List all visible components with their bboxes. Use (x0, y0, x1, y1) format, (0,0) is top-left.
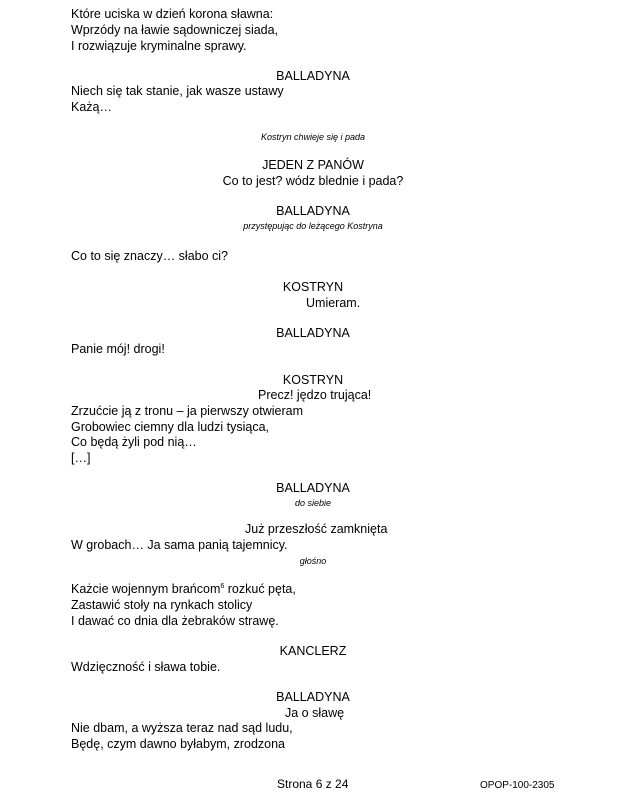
speaker-name: BALLADYNA (276, 69, 350, 83)
verse-line: Które uciska w dzień korona sławna: (71, 7, 274, 21)
speaker-name: BALLADYNA (276, 326, 350, 340)
verse-line: I dawać co dnia dla żebraków strawę. (71, 614, 279, 628)
verse-line: Wprzódy na ławie sądowniczej siada, (71, 23, 279, 37)
verse-line: Będę, czym dawno byłabym, zrodzona (71, 737, 285, 751)
footnote-reference: 6 (220, 582, 225, 590)
verse-line: Niech się tak stanie, jak wasze ustawy (71, 84, 284, 98)
verse-line: Nie dbam, a wyższa teraz nad sąd ludu, (71, 721, 293, 735)
dialogue-line: Umieram. (306, 296, 361, 310)
dialogue-line: Panie mój! drogi! (71, 342, 165, 356)
speaker-name: KOSTRYN (282, 280, 344, 294)
speaker-name: JEDEN Z PANÓW (262, 158, 364, 172)
stage-direction: przystępując do leżącego Kostryna (243, 221, 383, 231)
dialogue-line: Ja o sławę (285, 706, 345, 720)
speaker-name: BALLADYNA (276, 690, 350, 704)
dialogue-line: Co to jest? wódz blednie i pada? (222, 174, 404, 188)
verse-line: Co będą żyli pod nią… (71, 435, 197, 449)
speaker-name: KOSTRYN (282, 373, 344, 387)
verse-text: rozkuć pęta, (224, 582, 296, 596)
stage-direction: do siebie (294, 498, 332, 508)
omission-mark: […] (71, 451, 91, 465)
verse-line: Grobowiec ciemny dla ludzi tysiąca, (71, 420, 269, 434)
dialogue-line: Wdzięczność i sława tobie. (71, 660, 221, 674)
verse-line: Zrzućcie ją z tronu – ja pierwszy otwieram (71, 404, 304, 418)
verse-text: Każcie wojennym brańcom (71, 582, 221, 596)
document-code: OPOP-100-2305 (480, 780, 555, 791)
speaker-name: BALLADYNA (276, 204, 350, 218)
verse-line: I rozwiązuje kryminalne sprawy. (71, 39, 247, 53)
verse-line-with-footnote (71, 582, 296, 597)
dialogue-line: Precz! jędzo trująca! (258, 388, 372, 402)
page-number: Strona 6 z 24 (277, 777, 349, 791)
speaker-name: KANCLERZ (279, 644, 347, 658)
dialogue-line: Co to się znaczy… słabo ci? (71, 249, 229, 263)
verse-line: Każą… (71, 100, 112, 114)
stage-direction: Kostryn chwieje się i pada (260, 132, 366, 142)
verse-line: Zastawić stoły na rynkach stolicy (71, 598, 253, 612)
speaker-name: BALLADYNA (276, 481, 350, 495)
dialogue-line: W grobach… Ja sama panią tajemnicy. (71, 538, 288, 552)
stage-direction: głośno (299, 556, 327, 566)
dialogue-line: Już przeszłość zamknięta (245, 522, 388, 536)
